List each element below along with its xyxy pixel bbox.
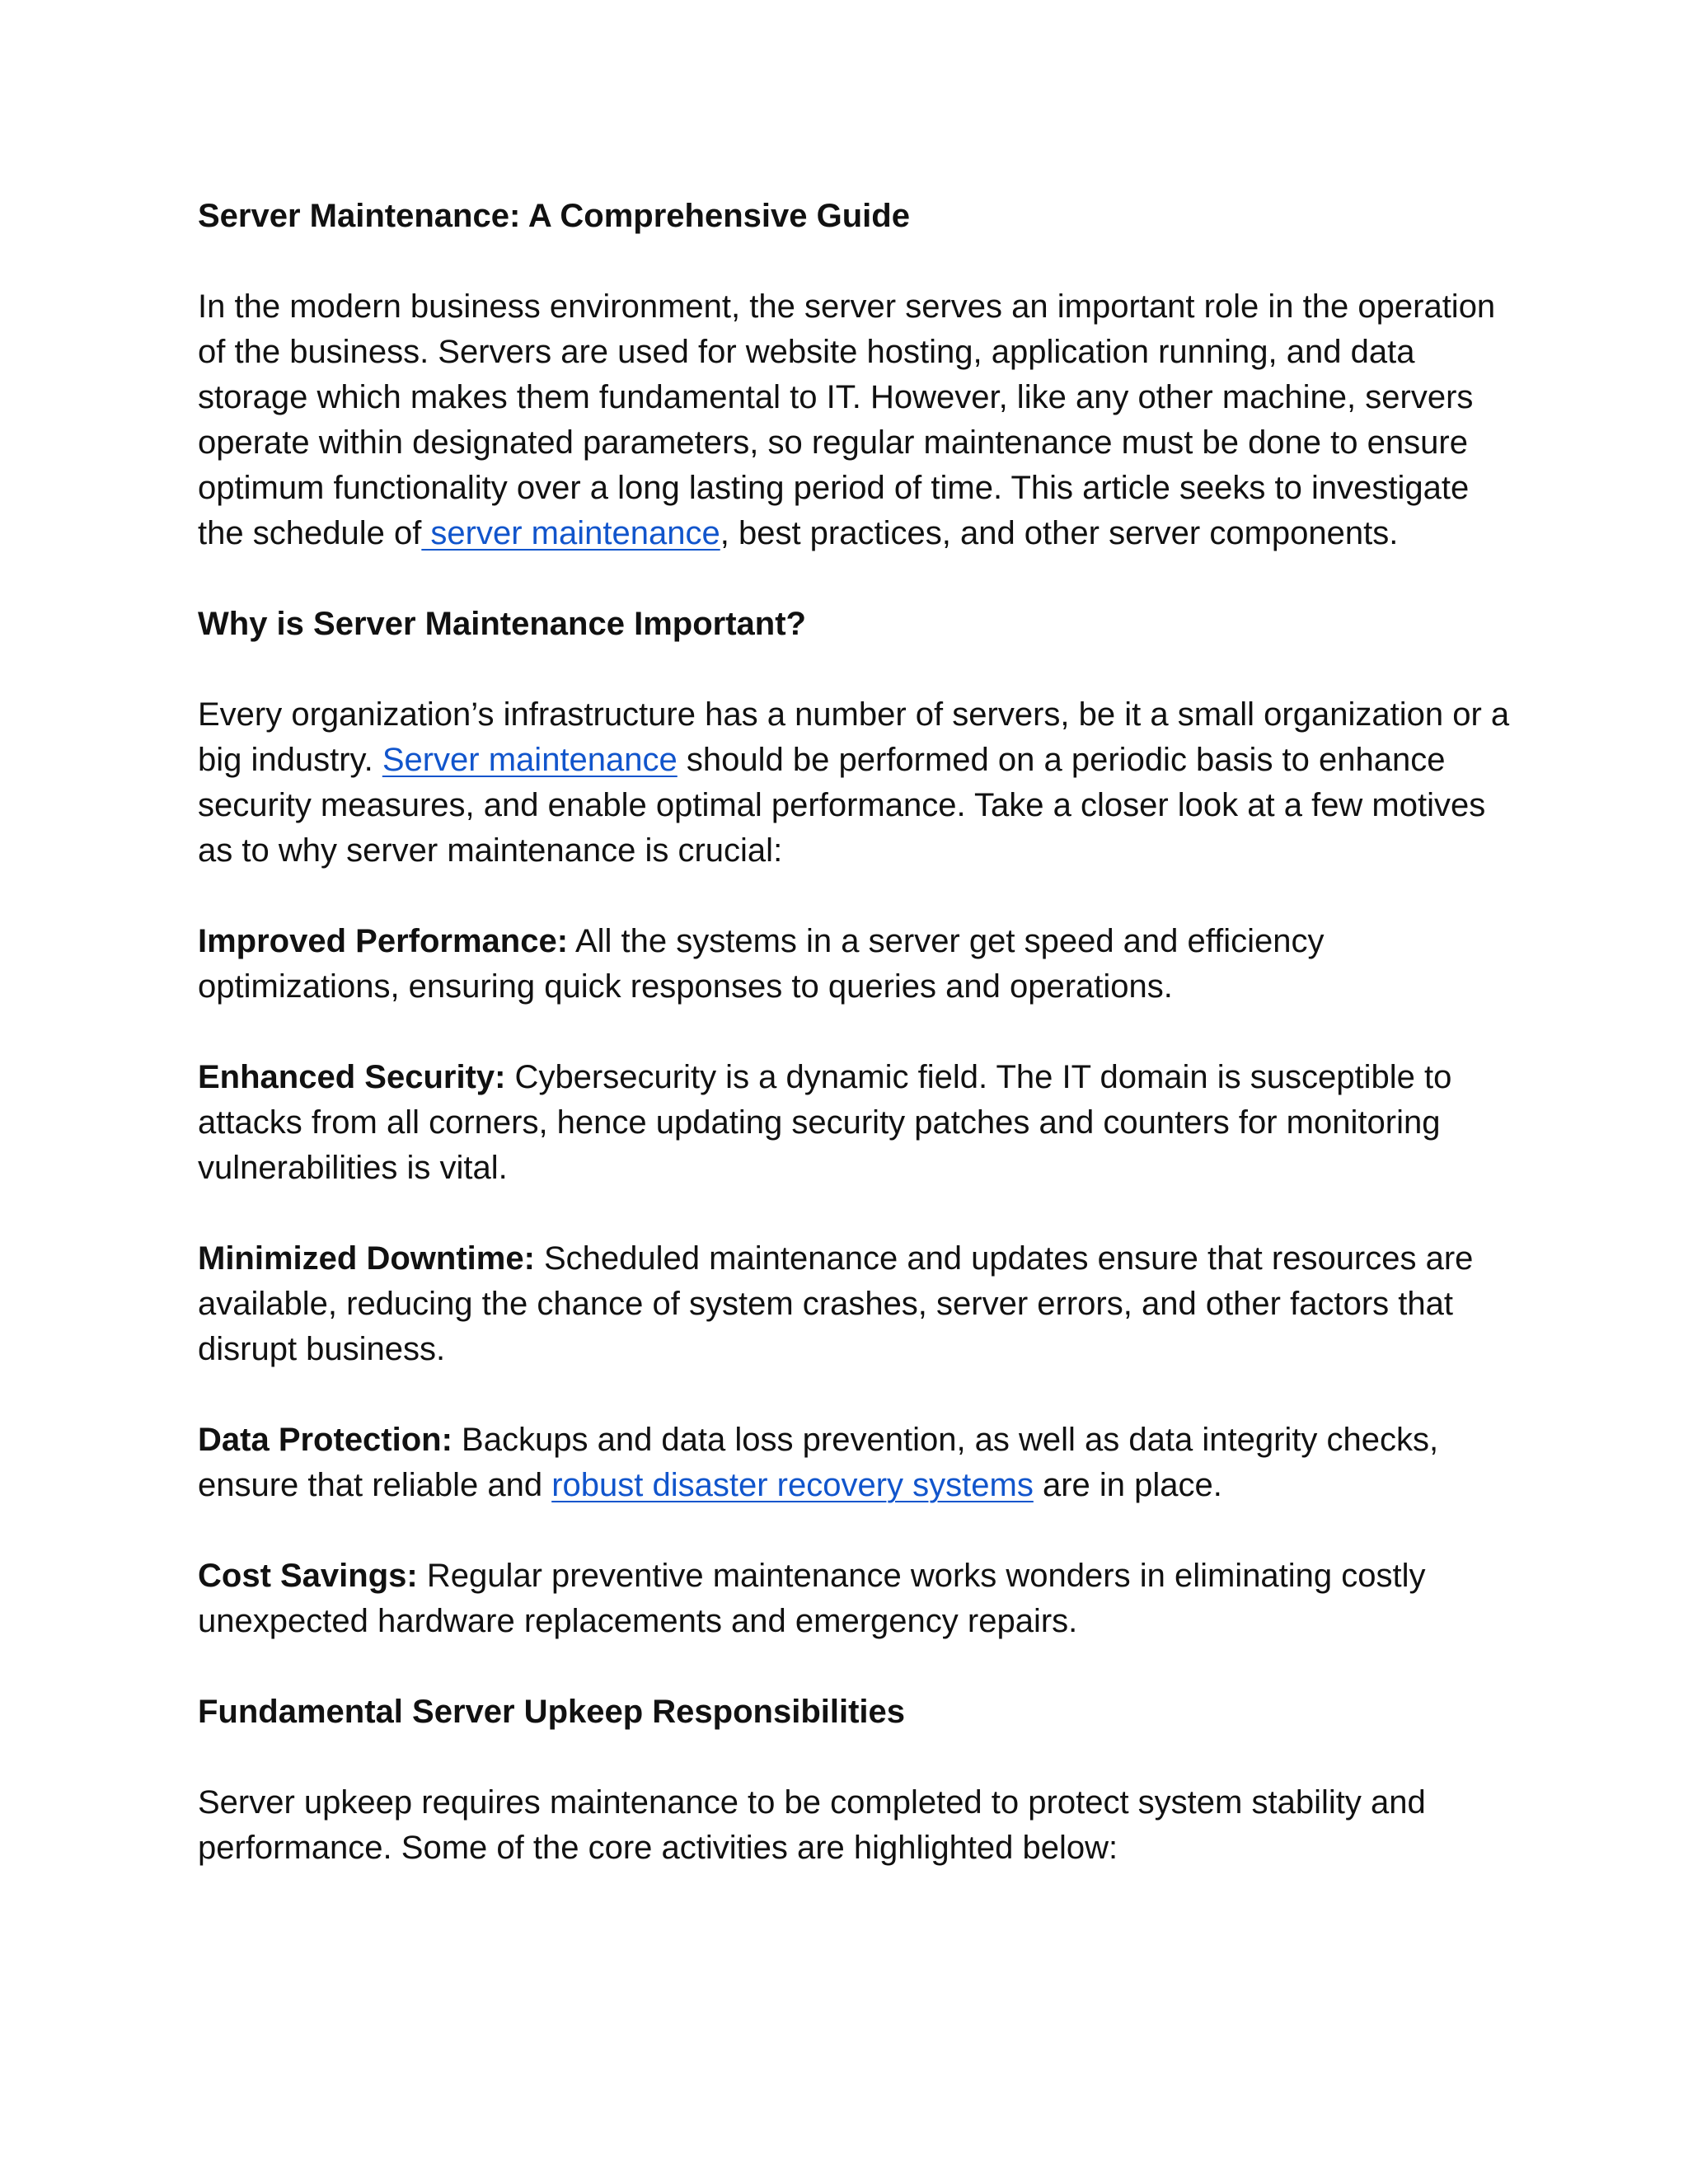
intro-paragraph	[198, 284, 1517, 556]
benefit-text: Scheduled maintenance and updates ensure that resources are available, reducing the chance of system crashes, server errors, and other factors that disrupt business.	[198, 1240, 1474, 1367]
why-text-before-link: Every organization’s infrastructure has a number of servers, be it a small organization or a big industry.	[198, 696, 1510, 778]
why-paragraph	[198, 692, 1517, 874]
benefit-text: Cybersecurity is a dynamic field. The IT domain is susceptible to attacks from all corners, hence updating security patches and counters for monitoring vulnerabilities is vital.	[198, 1059, 1452, 1186]
document-title: Server Maintenance: A Comprehensive Guide	[198, 198, 910, 234]
benefit-cost-savings	[198, 1554, 1517, 1644]
benefit-label: Enhanced Security:	[198, 1059, 506, 1095]
upkeep-heading: Fundamental Server Upkeep Responsibilities	[198, 1694, 906, 1730]
intro-text-before-link: In the modern business environment, the server serves an important role in the operation of the business. Servers are used for website hosting, application running, and data storage which makes them fundamental to IT. However, like any other machine, servers operate within designated parameters, so regular maintenance must be done to ensure optimum functionality over a long lasting period of time. This article seeks to investigate the schedule of	[198, 288, 1496, 551]
server-maintenance-link-2[interactable]: Server maintenance	[382, 742, 678, 778]
benefit-label: Minimized Downtime:	[198, 1240, 535, 1277]
benefit-data-protection	[198, 1418, 1517, 1508]
intro-text-after-link: , best practices, and other server components.	[720, 515, 1399, 551]
benefit-text-after-link: are in place.	[1033, 1467, 1222, 1503]
benefit-enhanced-security	[198, 1055, 1517, 1191]
why-text-after-link: should be performed on a periodic basis to enhance security measures, and enable optimal performance. Take a closer look at a few motives as to why server maintenance is crucial:	[198, 742, 1486, 869]
upkeep-paragraph: Server upkeep requires maintenance to be completed to protect system stability and performance. Some of the core activities are highlighted below:	[198, 1784, 1426, 1866]
benefit-label: Data Protection:	[198, 1422, 452, 1458]
benefit-text: All the systems in a server get speed and efficiency optimizations, ensuring quick responses to queries and operations.	[198, 923, 1325, 1005]
benefit-text-before-link: Backups and data loss prevention, as well as data integrity checks, ensure that reliable and	[198, 1422, 1439, 1503]
benefit-improved-performance	[198, 919, 1517, 1010]
server-maintenance-link[interactable]: server maintenance	[421, 515, 720, 551]
disaster-recovery-link[interactable]: robust disaster recovery systems	[551, 1467, 1034, 1503]
benefit-minimized-downtime	[198, 1236, 1517, 1372]
benefit-text: Regular preventive maintenance works wonders in eliminating costly unexpected hardware replacements and emergency repairs.	[198, 1558, 1426, 1639]
benefit-label: Cost Savings:	[198, 1558, 418, 1594]
benefit-label: Improved Performance:	[198, 923, 569, 959]
why-heading: Why is Server Maintenance Important?	[198, 606, 806, 642]
document-body	[198, 194, 1517, 1916]
